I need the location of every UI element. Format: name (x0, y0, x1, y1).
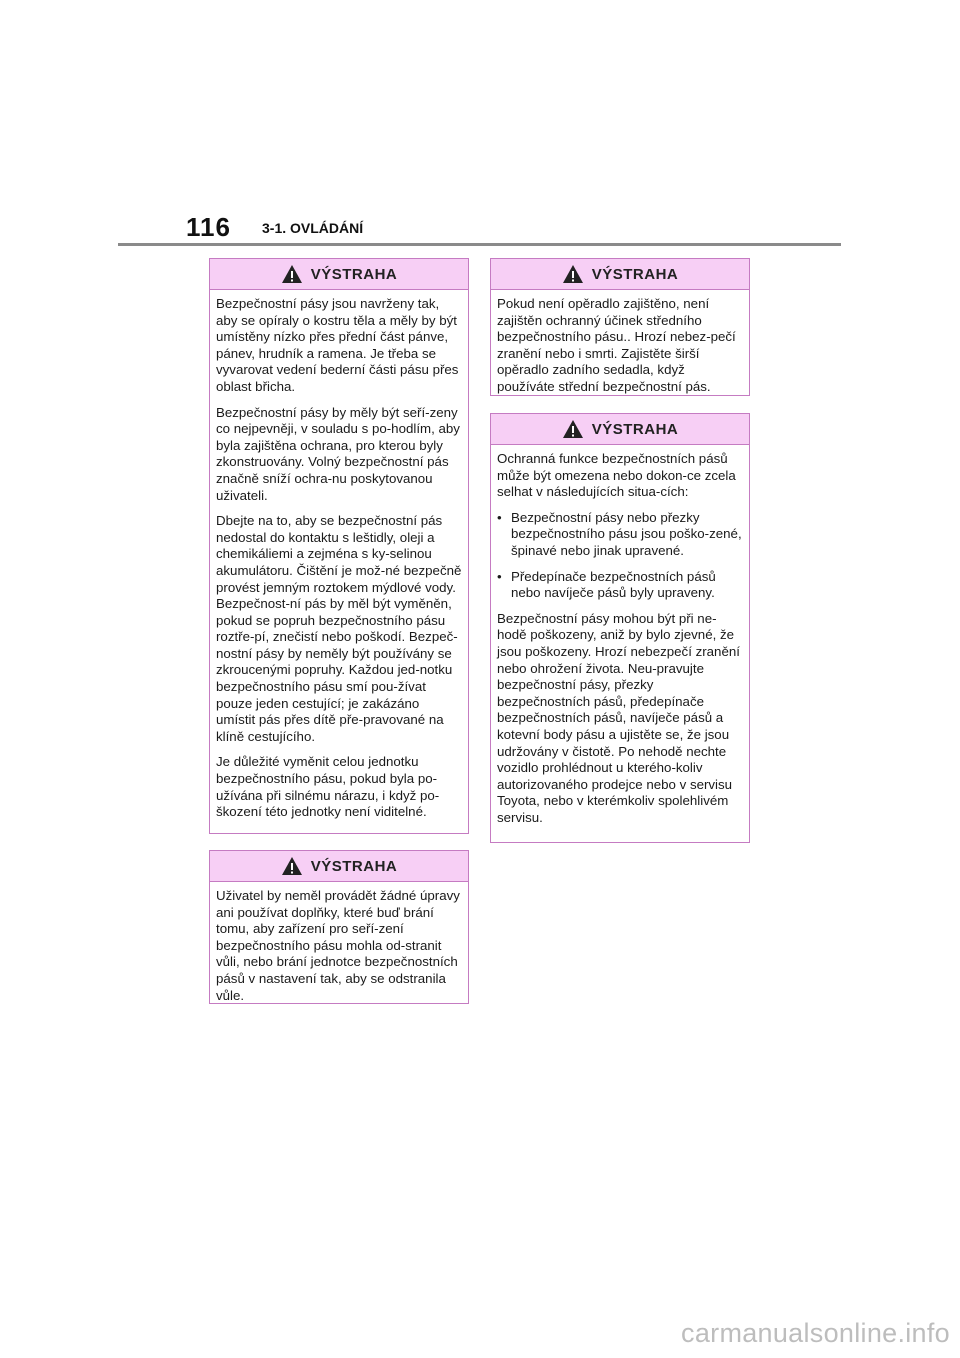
watermark: carmanualsonline.info (681, 1318, 950, 1348)
warning-header (491, 414, 749, 445)
warning-title: VÝSTRAHA (310, 265, 398, 283)
warning-paragraph: Je důležité vyměnit celou jednotku bezpečnostního pásu, pokud byla po-užívána při silnému nárazu, i když po-škození této jednotky není viditelné. (216, 754, 440, 820)
warning-paragraph: Bezpečnostní pásy jsou navrženy tak, aby se opíraly o kostru těla a měly by být umístěny nízko přes přední část pánve, pánev, hrudník a ramena. Je třeba se vyvarovat vedení bederní části pásu přes oblast břicha. (216, 296, 459, 394)
warning-box-backrest (490, 258, 750, 396)
warning-triangle-icon (281, 264, 303, 284)
warning-box-protection-failure (490, 413, 750, 843)
warning-body (210, 882, 468, 1010)
warning-intro: Ochranná funkce bezpečnostních pásů může být omezena nebo dokon-ce zcela selhat v následujících situa-cích: (497, 451, 736, 500)
warning-body (210, 290, 468, 827)
list-item (497, 569, 743, 602)
warning-title: VÝSTRAHA (310, 857, 398, 875)
bullet-marker: • (497, 568, 502, 584)
warning-body (491, 290, 749, 402)
warning-paragraph: Bezpečnostní pásy by měly být seří-zeny co nejpevněji, v souladu s po-hodlím, aby byla zajištěna ochrana, pro kterou byly zkonstruovány. Volný bezpečnostní pás značně sníží ochra-nu poskytovanou uživateli. (216, 404, 460, 503)
warning-header (210, 851, 468, 882)
section-title: 3-1. OVLÁDÁNÍ (262, 220, 364, 236)
list-item-text: Bezpečnostní pásy nebo přezky bezpečnostního pásu jsou poško-zené, špinavé nebo jinak upravené. (511, 509, 742, 558)
warning-title: VÝSTRAHA (591, 265, 679, 283)
warning-triangle-icon (281, 856, 303, 876)
warning-box-seatbelt-fit (209, 258, 469, 834)
warning-paragraph: Dbejte na to, aby se bezpečnostní pás nedostal do kontaktu s leštidly, oleji a chemikáliemi a zejména s ky-selinou akumulátoru. Čištění je mož-né bezpečně provést jemným roztokem mýdlové vody. Bezpečnost-ní pás by měl být vyměněn, pokud se popruh bezpečnostního pásu roztře-pí, znečistí nebo poškodí. Bezpeč-nostní pásy by neměly být používány se zkroucenými popruhy. Každou jed-notku bezpečnostního pásu smí pou-žívat pouze jeden cestující; je zakázáno umístit pás přes dítě pře-pravované na klíně cestujícího. (216, 513, 462, 744)
list-item-text: Předepínače bezpečnostních pásů nebo navíječe pásů byly upraveny. (511, 568, 716, 601)
warning-title: VÝSTRAHA (591, 420, 679, 438)
bullet-marker: • (497, 509, 502, 525)
warning-triangle-icon (562, 419, 584, 439)
warning-paragraph: Pokud není opěradlo zajištěno, není zajištěn ochranný účinek středního bezpečnostního pásu.. Hrozí nebez-pečí zranění nebo i smrti. Zajistěte širší opěradlo zadního sedadla, když používáte střední bezpečnostní pás. (497, 296, 736, 394)
warning-header (491, 259, 749, 290)
warning-box-modifications (209, 850, 469, 1004)
warning-header (210, 259, 468, 290)
warning-body (491, 445, 749, 832)
page-number: 116 (186, 212, 231, 242)
warning-triangle-icon (562, 264, 584, 284)
warning-outro: Bezpečnostní pásy mohou být při ne-hodě poškozeny, aniž by bylo zjevné, že jsou poškozeny. Hrozí nebezpečí zranění nebo ohrožení života. Neu-pravujte bezpečnostní pásy, přezky bezpečnostních pásů, předepínače bezpečnostních pásů, navíječe pásů a kotevní body pásu a ujistěte se, že jsou udržovány v čistotě. Po nehodě nechte vozidlo prohlédnout u kterého-koliv autorizovaného prodejce nebo v servisu Toyota, nebo v kterémkoliv spolehlivém servisu. (497, 610, 740, 825)
warning-paragraph: Uživatel by neměl provádět žádné úpravy ani používat doplňky, které buď brání tomu, aby zařízení pro seří-zení bezpečnostního pásu mohla od-stranit vůli, nebo brání jednotce bezpečnostních pásů v nastavení tak, aby se odstranila vůle. (216, 888, 460, 1003)
header-rule (118, 243, 841, 246)
list-item (497, 510, 743, 560)
